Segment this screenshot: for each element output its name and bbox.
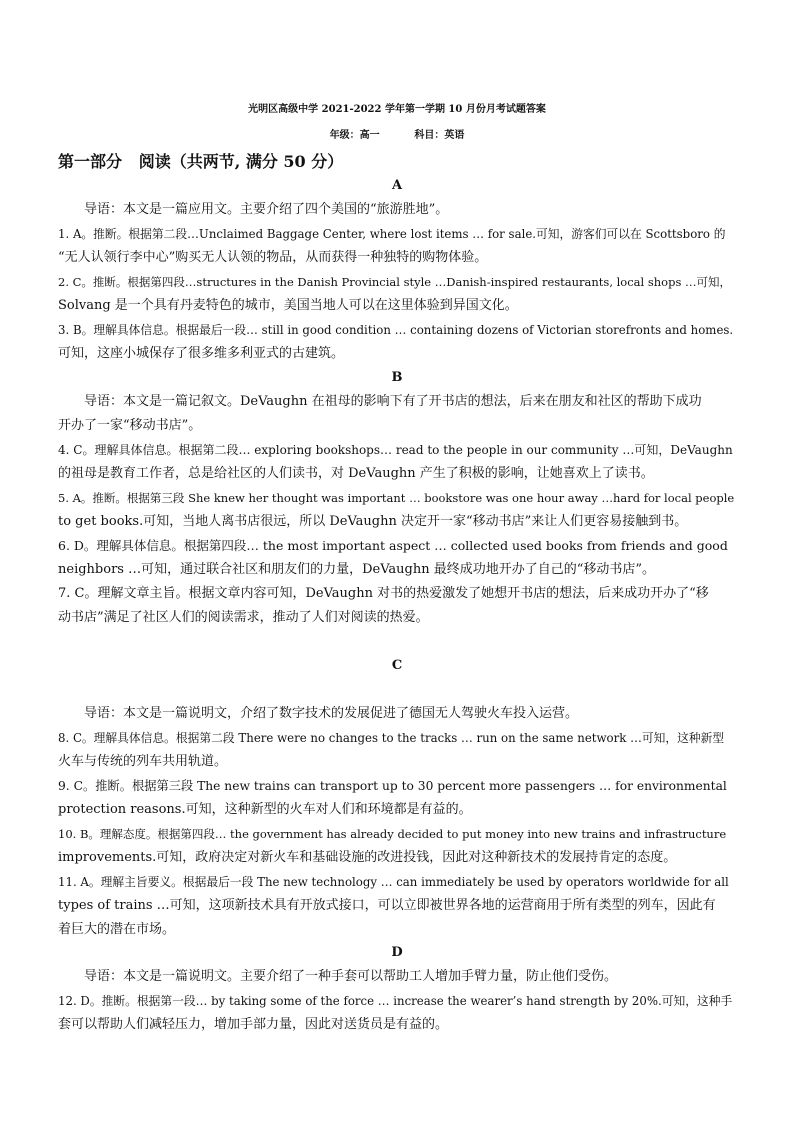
answer-line: neighbors …可知，通过联合社区和朋友们的力量，DeVaughn 最终成功地开办了自己的“移动书店”。 xyxy=(58,562,656,577)
page-title: 光明区高级中学 2021-2022 学年第一学期 10 月份月考试题答案 xyxy=(248,104,546,115)
answer-line: 套可以帮助人们减轻压力，增加手部力量，因此对送货员是有益的。 xyxy=(58,1017,449,1032)
answer-line: 6. D。理解具体信息。根据第四段… the most important aspect … collected used books from friends and good xyxy=(58,538,728,553)
answer-line: 火车与传统的列车共用轨道。 xyxy=(58,754,228,769)
answer-line: 7. C。理解文章主旨。根据文章内容可知，DeVaughn 对书的热爱激发了她想开书店的想法，后来成功开办了“移 xyxy=(58,586,709,601)
answer-line: improvements.可知，政府决定对新火车和基础设施的改进投钱，因此对这种新技术的发展持肯定的态度。 xyxy=(58,850,677,865)
section-c-intro: 导语：本文是一篇说明文，介绍了数字技术的发展促进了德国无人驾驶火车投入运营。 xyxy=(84,706,579,721)
section-b-label: B xyxy=(391,370,403,385)
answer-line: 9. C。推断。根据第三段 The new trains can transport up to 30 percent more passengers … for environmental xyxy=(58,779,727,793)
answer-line: 1. A。推断。根据第二段…Unclaimed Baggage Center, where lost items … for sale.可知，游客们可以在 Scottsboro 的 xyxy=(58,227,726,241)
answer-line: 开办了一家“移动书店”。 xyxy=(58,418,202,433)
answer-line: 的祖母是教育工作者，总是给社区的人们读书，对 DeVaughn 产生了积极的影响，让她喜欢上了读书。 xyxy=(58,466,654,481)
answer-line: “无人认领行李中心”购买无人认领的物品，从而获得一种独特的购物体验。 xyxy=(58,250,488,265)
answer-line: 3. B。理解具体信息。根据最后一段… still in good condition … containing dozens of Victorian storefronts and homes. xyxy=(58,323,734,337)
answer-line: 5. A。推断。根据第三段 She knew her thought was important … bookstore was one hour away …hard for local people xyxy=(58,491,735,505)
part-heading: 第一部分 阅读（共两节, 满分 50 分） xyxy=(58,152,344,171)
section-a-intro: 导语：本文是一篇应用文。主要介绍了四个美国的“旅游胜地”。 xyxy=(84,202,449,217)
section-b-intro: 导语：本文是一篇记叙文。DeVaughn 在祖母的影响下有了开书店的想法，后来在朋友和社区的帮助下成功 xyxy=(84,394,702,409)
answer-line: protection reasons.可知，这种新型的火车对人们和环境都是有益的。 xyxy=(58,802,472,817)
section-a-label: A xyxy=(391,178,403,193)
section-c-label: C xyxy=(391,658,403,673)
answer-line: 10. B。理解态度。根据第四段… the government has already decided to put money into new trains and infrastructure xyxy=(58,827,727,841)
answer-line: 8. C。理解具体信息。根据第二段 There were no changes to the tracks … run on the same network …可知，这种新型 xyxy=(58,731,725,745)
section-d-intro: 导语：本文是一篇说明文。主要介绍了一种手套可以帮助工人增加手臂力量，防止他们受伤。 xyxy=(84,969,618,984)
answer-line: 11. A。理解主旨要义。根据最后一段 The new technology … can immediately be used by operators worldwide for all xyxy=(58,875,729,889)
answer-line: to get books.可知，当地人离书店很远，所以 DeVaughn 决定开一家“移动书店”来让人们更容易接触到书。 xyxy=(58,514,688,529)
answer-line: 2. C。推断。根据第四段…structures in the Danish Provincial style …Danish-inspired restaurants, local shops …可知， xyxy=(58,275,732,289)
answer-line: 着巨大的潜在市场。 xyxy=(58,922,176,937)
answer-line: 4. C。理解具体信息。根据第二段… exploring bookshops… read to the people in our community …可知，DeVaughn xyxy=(58,443,733,457)
answer-line: 可知，这座小城保存了很多维多利亚式的古建筑。 xyxy=(58,346,345,361)
page-subtitle: 年级：高一 科目：英语 xyxy=(329,130,465,141)
answer-line: 动书店”满足了社区人们的阅读需求，推动了人们对阅读的热爱。 xyxy=(58,610,429,625)
answer-line: types of trains …可知，这项新技术具有开放式接口，可以立即被世界各地的运营商用于所有类型的列车，因此有 xyxy=(58,898,716,913)
answer-line: 12. D。推断。根据第一段… by taking some of the force … increase the wearer’s hand strength by 20%.可知，这种手 xyxy=(58,994,733,1008)
section-d-label: D xyxy=(391,945,403,960)
answer-line: Solvang 是一个具有丹麦特色的城市，美国当地人可以在这里体验到异国文化。 xyxy=(58,298,518,313)
